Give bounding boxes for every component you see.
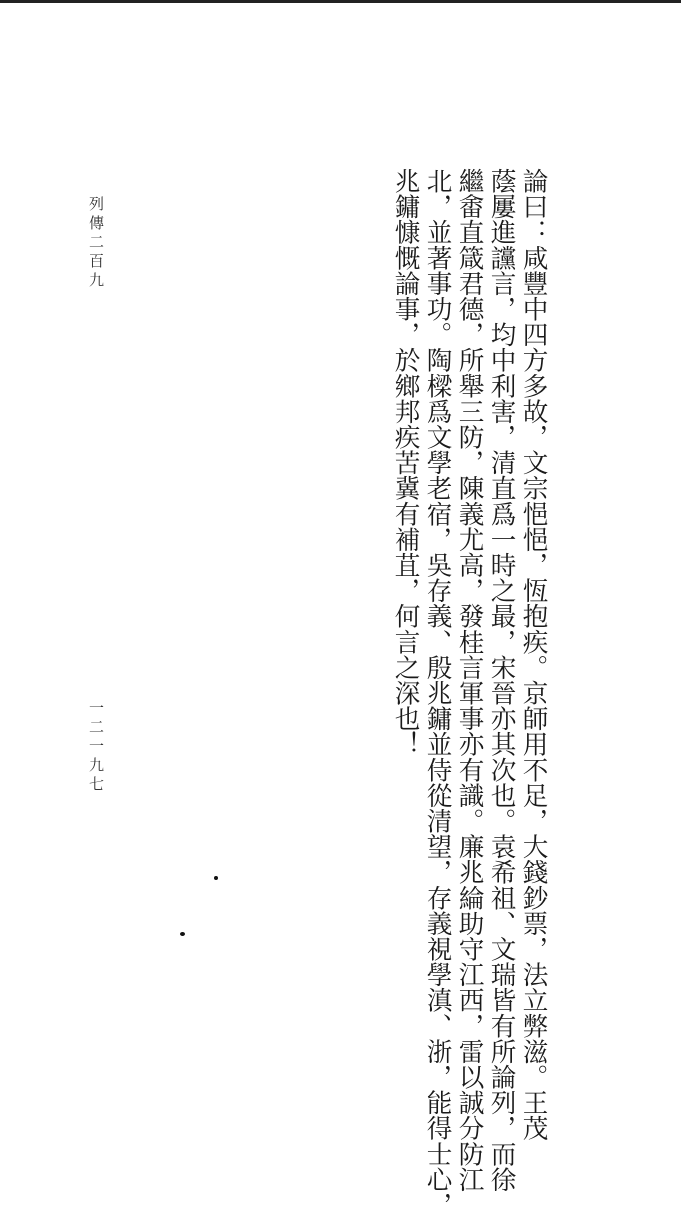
text-column-2: 蔭屢進讜言，均中利害，清直爲一時之最，宋晉亦其次也。袁希祖、文瑞皆有所論列，而徐 bbox=[486, 168, 517, 1192]
text-column-5: 兆鏞慷慨論事，於鄉邦疾苦冀有補苴，何言之深也！ bbox=[390, 168, 421, 757]
text-column-4: 北，並著事功。陶樑爲文學老宿，吳存義、殷兆鏞並侍從清望，存義視學滇、浙，能得士心， bbox=[422, 168, 453, 1218]
page-number: 一二一九七 bbox=[87, 700, 105, 795]
text-column-1: 論曰：咸豐中四方多故，文宗悒悒，恆抱疾。京師用不足，大錢鈔票，法立弊滋。王茂 bbox=[518, 168, 549, 1141]
running-head: 列傳二百九 bbox=[87, 196, 105, 291]
text-column-3: 繼畬直箴君德，所舉三防，陳義尤高，發桂言軍事亦有識。廉兆綸助守江西，雷以誠分防江 bbox=[454, 168, 485, 1192]
ink-speck bbox=[180, 932, 185, 936]
top-border-rule bbox=[0, 0, 681, 3]
ink-speck bbox=[214, 876, 218, 880]
